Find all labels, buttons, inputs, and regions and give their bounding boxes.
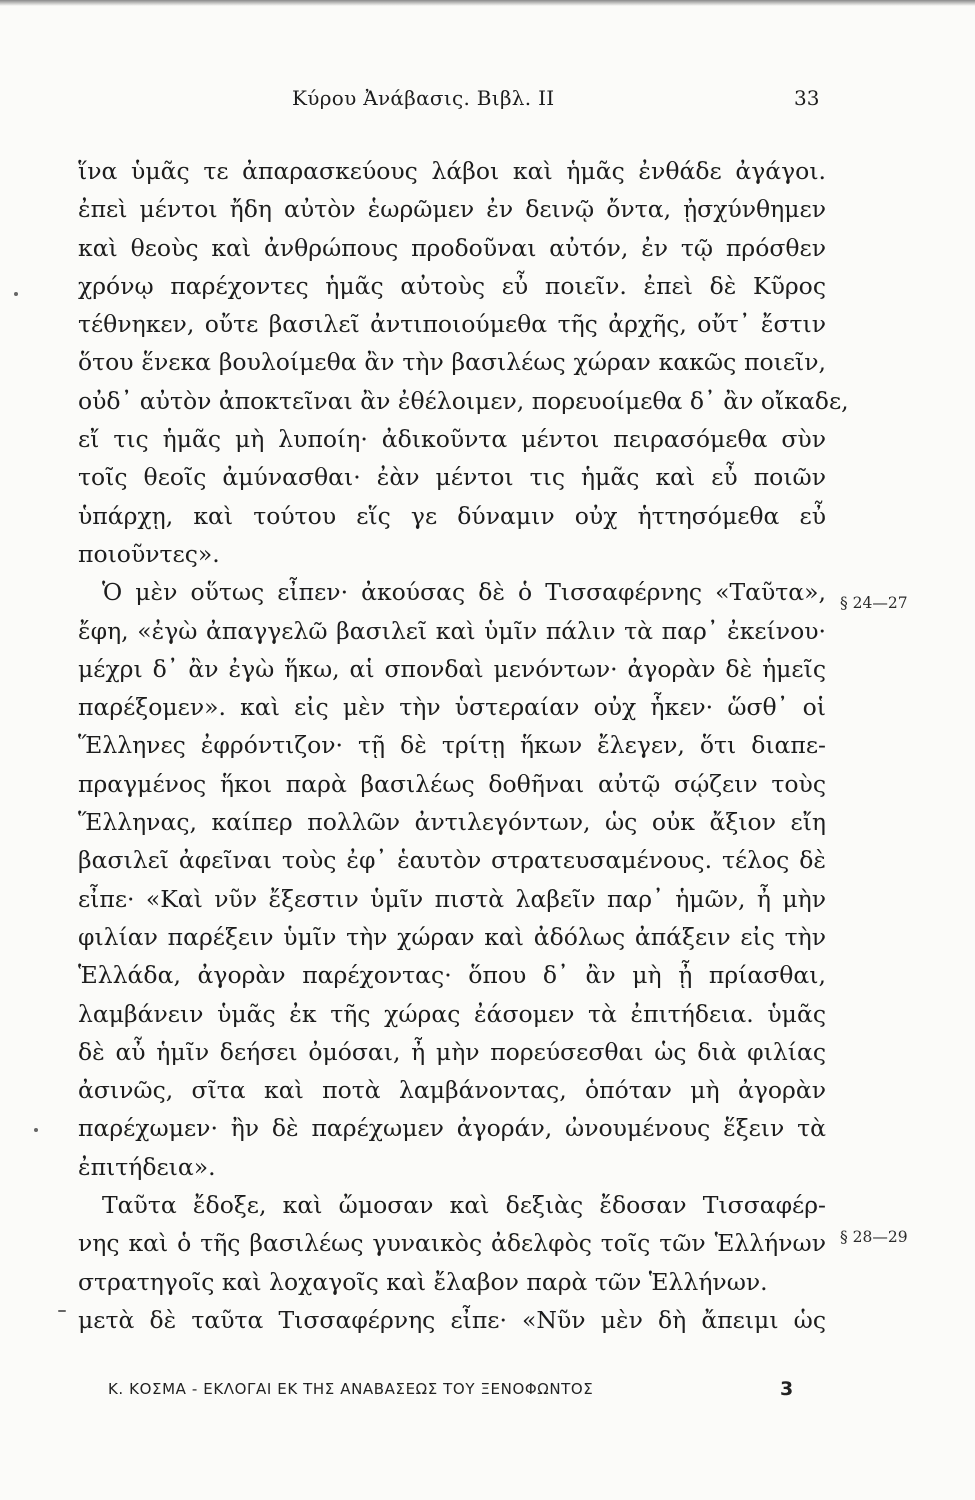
text-line: Ἑλλάδα, ἀγορὰν παρέχοντας· ὅπου δ᾽ ἂν μὴ ᾖ πρίασθαι, (78, 961, 826, 990)
text-line: Ἕλληνας, καίπερ πολλῶν ἀντιλεγόντων, ὡς οὐκ ἄξιον εἴη (78, 808, 826, 837)
header-title: Κύρου Ἀνάβασις. Βιβλ. II (292, 86, 555, 110)
text-line: βασιλεῖ ἀφεῖναι τοὺς ἐφ᾽ ἑαυτὸν στρατευσαμένους. τέλος δὲ (78, 846, 826, 875)
text-line: ἔφη, «ἐγὼ ἀπαγγελῶ βασιλεῖ καὶ ὑμῖν πάλιν τὰ παρ᾽ ἐκείνου· (78, 616, 826, 645)
text-line: ὑπάρχῃ, καὶ τούτου εἵς γε δύναμιν οὐχ ἡττησόμεθα εὖ (78, 501, 826, 530)
text-line: μέχρι δ᾽ ἂν ἐγὼ ἥκω, αἱ σπονδαὶ μενόντων· ἀγορὰν δὲ ἡμεῖς (78, 654, 826, 683)
text-line: Ἕλληνες ἐφρόντιζον· τῇ δὲ τρίτῃ ἥκων ἔλεγεν, ὅτι διαπε- (78, 731, 826, 760)
signature-mark: 3 (780, 1378, 794, 1400)
text-line: μετὰ δὲ ταῦτα Τισσαφέρνης εἶπε· «Νῦν μὲν δὴ ἄπειμι ὡς (78, 1305, 826, 1334)
text-line: νης καὶ ὁ τῆς βασιλέως γυναικὸς ἀδελφὸς τοῖς τῶν Ἑλλήνων (78, 1229, 826, 1258)
text-line: εἴ τις ἡμᾶς μὴ λυποίη· ἀδικοῦντα μέντοι πειρασόμεθα σὺν (78, 425, 826, 454)
text-line: Ὁ μὲν οὕτως εἶπεν· ἀκούσας δὲ ὁ Τισσαφέρνης «Ταῦτα», (102, 578, 826, 607)
margin-section-ref: § 28—29 (840, 1228, 908, 1246)
text-line: καὶ θεοὺς καὶ ἀνθρώπους προδοῦναι αὐτόν, ἐν τῷ πρόσθεν (78, 233, 826, 262)
paper-speck (34, 1128, 38, 1132)
page-number: 33 (794, 86, 820, 110)
text-line: ἵνα ὑμᾶς τε ἀπαρασκεύους λάβοι καὶ ἡμᾶς ἐνθάδε ἀγάγοι. (78, 157, 826, 185)
text-line: τοῖς θεοῖς ἀμύνασθαι· ἐὰν μέντοι τις ἡμᾶς καὶ εὖ ποιῶν (78, 463, 826, 492)
text-line: ὅτου ἕνεκα βουλοίμεθα ἂν τὴν βασιλέως χώραν κακῶς ποιεῖν, (78, 348, 826, 377)
margin-section-ref: § 24—27 (840, 594, 908, 612)
text-line: στρατηγοῖς καὶ λοχαγοῖς καὶ ἔλαβον παρὰ τῶν Ἑλλήνων. (78, 1267, 768, 1296)
text-line: πραγμένος ἥκοι παρὰ βασιλέως δοθῆναι αὐτῷ σῴζειν τοὺς (78, 769, 826, 798)
text-line: ποιοῦντες». (78, 539, 220, 568)
main-text (78, 152, 849, 1339)
text-line: ἐπεὶ μέντοι ἤδη αὐτὸν ἑωρῶμεν ἐν δεινῷ ὄντα, ᾐσχύνθημεν (78, 195, 826, 224)
text-line: παρέξομεν». καὶ εἰς μὲν τὴν ὑστεραίαν οὐχ ἧκεν· ὥσθ᾽ οἱ (78, 693, 826, 722)
footer-text: Κ. ΚΟΣΜΑ - ΕΚΛΟΓΑΙ ΕΚ ΤΗΣ ΑΝΑΒΑΣΕΩΣ ΤΟΥ ΞΕΝΟΦΩΝΤΟΣ (108, 1380, 594, 1398)
text-line: φιλίαν παρέξειν ὑμῖν τὴν χώραν καὶ ἀδόλως ἀπάξειν εἰς τὴν (78, 922, 826, 951)
running-header (0, 86, 975, 116)
text-line: δὲ αὖ ἡμῖν δεήσει ὀμόσαι, ἦ μὴν πορεύσεσθαι ὡς διὰ φιλίας (78, 1037, 826, 1066)
text-line: λαμβάνειν ὑμᾶς ἐκ τῆς χώρας ἐάσομεν τὰ ἐπιτήδεια. ὑμᾶς (78, 999, 826, 1028)
page-edge-shadow (0, 0, 975, 6)
text-line: παρέχωμεν· ἢν δὲ παρέχωμεν ἀγοράν, ὠνουμένους ἕξειν τὰ (78, 1114, 826, 1143)
text-line: εἶπε· «Καὶ νῦν ἔξεστιν ὑμῖν πιστὰ λαβεῖν παρ᾽ ἡμῶν, ἦ μὴν (78, 884, 826, 913)
text-line: οὐδ᾽ αὐτὸν ἀποκτεῖναι ἂν ἐθέλοιμεν, πορευοίμεθα δ᾽ ἂν οἴκαδε, (78, 386, 849, 415)
text-line: χρόνῳ παρέχοντες ἡμᾶς αὐτοὺς εὖ ποιεῖν. ἐπεὶ δὲ Κῦρος (78, 271, 826, 300)
text-line: τέθνηκεν, οὔτε βασιλεῖ ἀντιποιούμεθα τῆς ἀρχῆς, οὔτ᾽ ἔστιν (78, 310, 826, 339)
text-line: ἐπιτήδεια». (78, 1152, 216, 1181)
text-line: ἀσινῶς, σῖτα καὶ ποτὰ λαμβάνοντας, ὁπόταν μὴ ἀγορὰν (78, 1076, 826, 1105)
page-footer (0, 1378, 975, 1404)
paper-speck (58, 1310, 66, 1312)
paper-speck (14, 292, 18, 296)
text-line: Ταῦτα ἔδοξε, καὶ ὤμοσαν καὶ δεξιὰς ἔδοσαν Τισσαφέρ- (102, 1191, 826, 1220)
